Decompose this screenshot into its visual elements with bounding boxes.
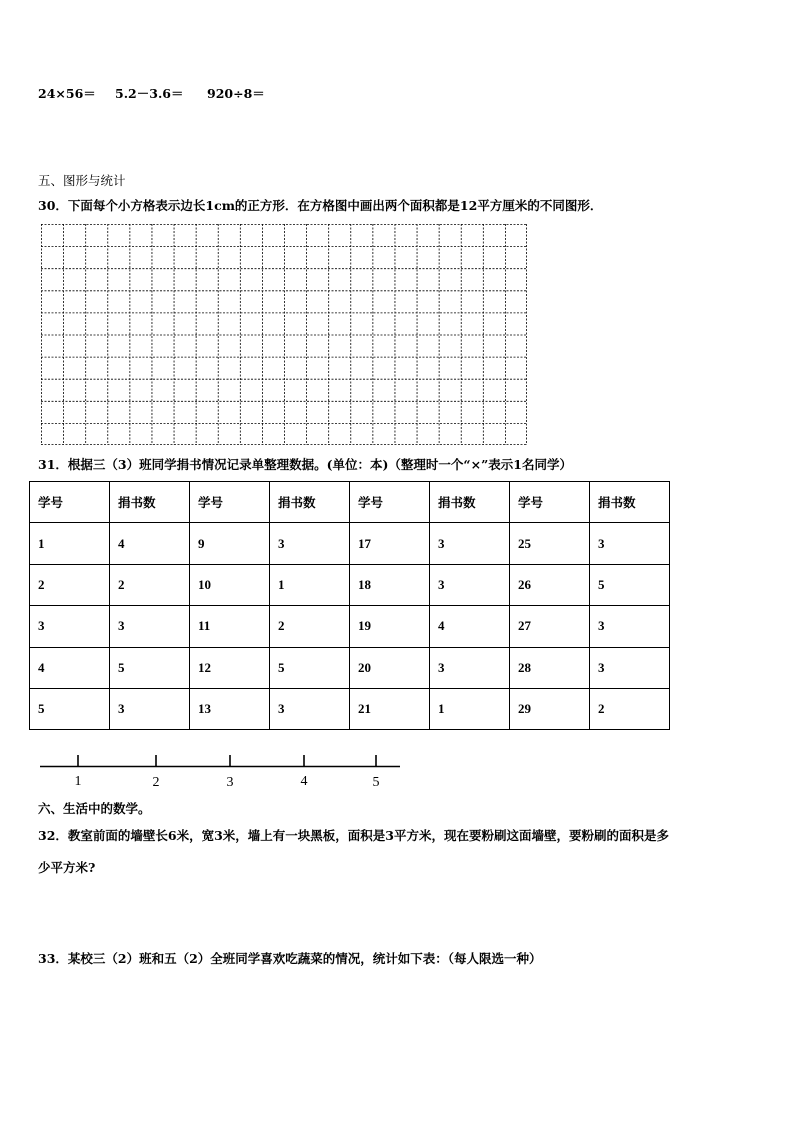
table-cell: 11 [190, 606, 270, 647]
square-grid [41, 224, 527, 445]
table-cell: 17 [350, 523, 430, 564]
table-cell: 5 [270, 647, 350, 688]
table-cell: 3 [110, 688, 190, 729]
table-cell: 26 [510, 564, 590, 605]
table-cell: 10 [190, 564, 270, 605]
table-row [30, 523, 670, 564]
calc-2: 5.2－3.6＝ [115, 86, 184, 101]
table-cell: 3 [590, 606, 670, 647]
table-cell: 25 [510, 523, 590, 564]
table-header-row [30, 482, 670, 523]
table-cell: 2 [110, 564, 190, 605]
table-header-cell: 捐书数 [270, 482, 350, 523]
table-cell: 3 [30, 606, 110, 647]
table-header-cell: 学号 [510, 482, 590, 523]
question-32-line-1: 32．教室前面的墙壁长6米，宽3米，墙上有一块黑板，面积是3平方米，现在要粉刷这面墙壁，要粉刷的面积是多 [38, 828, 669, 843]
table-cell: 12 [190, 647, 270, 688]
table-cell: 28 [510, 647, 590, 688]
table-cell: 21 [350, 688, 430, 729]
section-6-title: 六、生活中的数学。 [38, 801, 151, 816]
table-cell: 18 [350, 564, 430, 605]
table-cell: 5 [110, 647, 190, 688]
question-32-line-2: 少平方米? [38, 860, 96, 875]
donation-table [29, 481, 670, 730]
table-cell: 3 [110, 606, 190, 647]
table-row [30, 647, 670, 688]
question-33: 33．某校三（2）班和五（2）全班同学喜欢吃蔬菜的情况，统计如下表：（每人限选一种） [38, 951, 542, 966]
question-30: 30．下面每个小方格表示边长1cm的正方形．在方格图中画出两个面积都是12平方厘米的不同图形． [38, 198, 603, 213]
axis-label-1: 1 [74, 774, 82, 789]
table-cell: 2 [270, 606, 350, 647]
table-cell: 27 [510, 606, 590, 647]
question-31: 31．根据三（3）班同学捐书情况记录单整理数据。(单位：本)（整理时一个“×”表示1名同学） [38, 457, 572, 472]
table-cell: 2 [590, 688, 670, 729]
table-header-cell: 捐书数 [110, 482, 190, 523]
axis-label-4: 4 [300, 774, 308, 789]
table-cell: 9 [190, 523, 270, 564]
table-cell: 3 [430, 523, 510, 564]
table-cell: 4 [110, 523, 190, 564]
table-header-cell: 学号 [190, 482, 270, 523]
table-cell: 3 [590, 647, 670, 688]
calc-1: 24×56＝ [38, 86, 96, 101]
table-cell: 1 [430, 688, 510, 729]
table-header-cell: 学号 [30, 482, 110, 523]
axis-label-2: 2 [152, 775, 160, 790]
table-cell: 4 [430, 606, 510, 647]
table-cell: 3 [270, 523, 350, 564]
axis-label-5: 5 [372, 775, 380, 790]
table-cell: 4 [30, 647, 110, 688]
table-cell: 19 [350, 606, 430, 647]
table-cell: 2 [30, 564, 110, 605]
table-cell: 20 [350, 647, 430, 688]
table-cell: 5 [30, 688, 110, 729]
table-cell: 5 [590, 564, 670, 605]
table-row [30, 688, 670, 729]
table-header-cell: 学号 [350, 482, 430, 523]
table-cell: 1 [270, 564, 350, 605]
table-row [30, 606, 670, 647]
number-axis [36, 752, 406, 792]
table-row [30, 564, 670, 605]
section-5-title: 五、图形与统计 [38, 173, 126, 188]
table-cell: 13 [190, 688, 270, 729]
calc-3: 920÷8＝ [207, 86, 265, 101]
table-cell: 1 [30, 523, 110, 564]
table-cell: 3 [430, 564, 510, 605]
table-cell: 29 [510, 688, 590, 729]
axis-label-3: 3 [226, 775, 234, 790]
table-cell: 3 [270, 688, 350, 729]
table-header-cell: 捐书数 [430, 482, 510, 523]
table-cell: 3 [590, 523, 670, 564]
table-header-cell: 捐书数 [590, 482, 670, 523]
table-cell: 3 [430, 647, 510, 688]
